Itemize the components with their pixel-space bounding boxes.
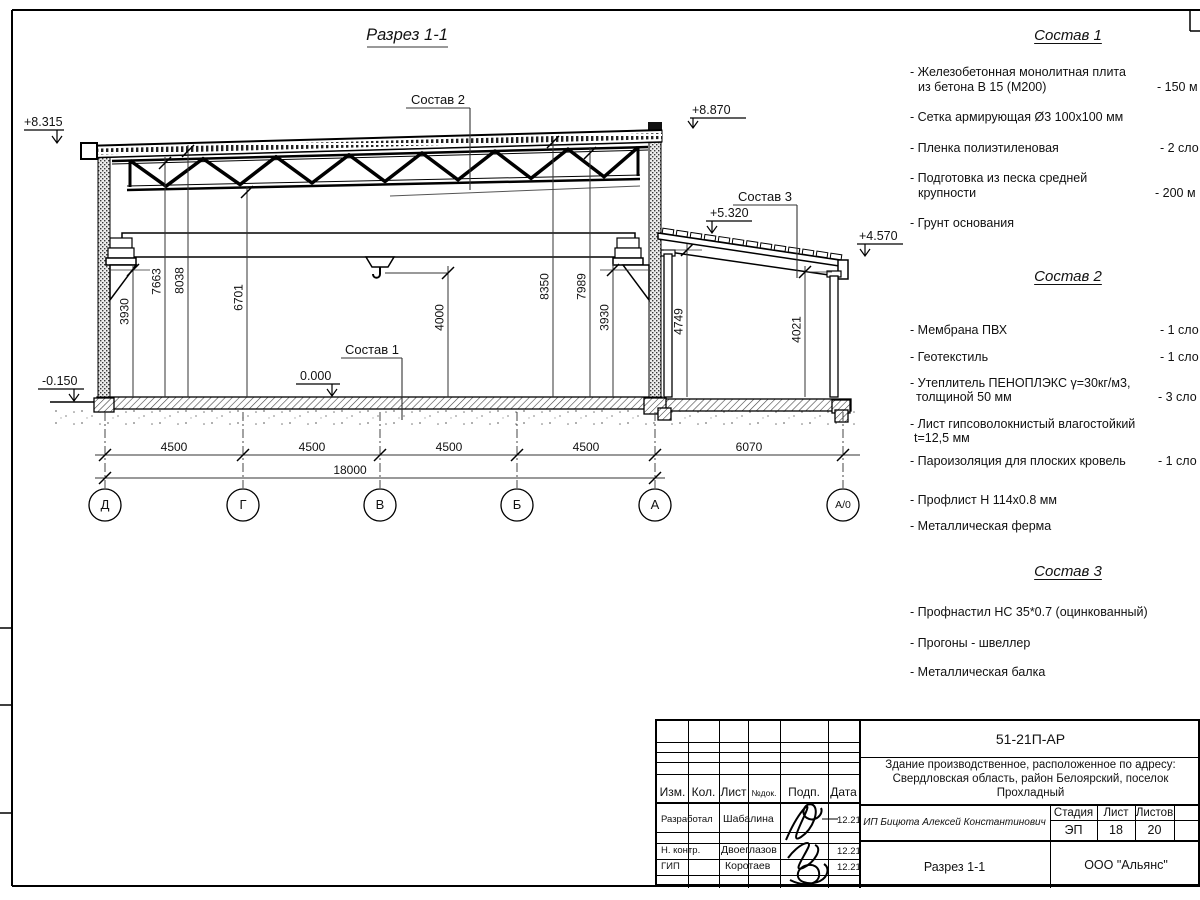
tb-doc-number: 51-21П-АР bbox=[995, 731, 1066, 747]
tb-company: ООО "Альянс" bbox=[1084, 858, 1168, 872]
composition-1-header: Состав 1 bbox=[1034, 27, 1102, 44]
dim-3930-left: 3930 bbox=[117, 298, 132, 325]
leader-sostav-1: Состав 1 bbox=[345, 342, 399, 357]
axis-v: В bbox=[375, 497, 385, 512]
tb-col-data: Дата bbox=[830, 785, 857, 799]
tb-desc-line1: Здание производственное, расположенное по адресу: bbox=[885, 759, 1176, 771]
crane-beam bbox=[122, 233, 635, 278]
dim-4500-2: 4500 bbox=[298, 440, 326, 454]
tb-sheet-label: Лист bbox=[1103, 807, 1129, 819]
tb-desc-line2: Свердловская область, район Белоярский, поселок bbox=[892, 773, 1169, 785]
leader-sostav-3: Состав 3 bbox=[738, 189, 792, 204]
tb-drawing-name: Разрез 1-1 bbox=[923, 860, 986, 874]
elevation-grade: -0.150 bbox=[42, 374, 78, 388]
tb-role-developer: Разработал bbox=[661, 814, 713, 825]
comp2-item1-value: - 1 сло bbox=[1160, 323, 1199, 337]
comp1-item1-line1: - Железобетонная монолитная плита bbox=[910, 65, 1126, 79]
comp1-item3-value: - 2 сло bbox=[1160, 141, 1199, 155]
axis-bubbles bbox=[89, 489, 859, 521]
tb-sheets-value: 20 bbox=[1147, 823, 1162, 837]
dim-7663: 7663 bbox=[149, 268, 164, 295]
dim-7989: 7989 bbox=[574, 273, 589, 300]
bottom-dimensions bbox=[89, 412, 860, 521]
leader-sostav-2: Состав 2 bbox=[411, 92, 465, 107]
comp2-item3-line2: толщиной 50 мм bbox=[916, 390, 1012, 404]
comp3-item3-line1: - Металлическая балка bbox=[910, 665, 1046, 679]
tb-col-kol: Кол. bbox=[691, 785, 716, 799]
tb-desc-line3: Прохладный bbox=[996, 787, 1065, 799]
comp3-item1-line1: - Профнастил НС 35*0.7 (оцинкованный) bbox=[910, 605, 1148, 619]
comp2-item5-line1: - Пароизоляция для плоских кровель bbox=[910, 454, 1126, 468]
dim-18000: 18000 bbox=[333, 463, 367, 477]
dim-6701: 6701 bbox=[231, 284, 246, 311]
tb-col-list: Лист bbox=[720, 785, 747, 799]
tb-sheet-value: 18 bbox=[1109, 823, 1123, 837]
dim-4749: 4749 bbox=[671, 308, 686, 335]
tb-date-developer: 12.21 bbox=[837, 815, 861, 826]
vertical-dimensions bbox=[110, 136, 832, 397]
comp2-item2-value: - 1 сло bbox=[1160, 350, 1199, 364]
comp1-item4-line1: - Подготовка из песка средней bbox=[910, 171, 1088, 185]
tb-col-podp: Подп. bbox=[788, 785, 820, 799]
comp1-item4-value: - 200 м bbox=[1155, 186, 1196, 200]
tb-date-ncontr: 12.21 bbox=[837, 846, 861, 857]
axis-g: Г bbox=[239, 497, 247, 512]
tb-name-developer: Шабалина bbox=[723, 813, 774, 825]
comp1-item3-line1: - Пленка полиэтиленовая bbox=[910, 141, 1059, 155]
elevation-annex-low: +4.570 bbox=[859, 229, 898, 243]
dim-4500-1: 4500 bbox=[160, 440, 188, 454]
tb-col-ndok: №док. bbox=[751, 788, 777, 798]
comp2-item2-line1: - Геотекстиль bbox=[910, 350, 989, 364]
composition-3-header: Состав 3 bbox=[1034, 563, 1102, 580]
dim-4021: 4021 bbox=[789, 316, 804, 343]
dim-8038: 8038 bbox=[172, 267, 187, 294]
comp2-item7-line1: - Металлическая ферма bbox=[910, 519, 1052, 533]
comp2-item3-value: - 3 сло bbox=[1158, 390, 1197, 404]
dim-4000: 4000 bbox=[432, 304, 447, 331]
tb-name-gip: Коротаев bbox=[725, 860, 771, 872]
tb-stage-label: Стадия bbox=[1053, 807, 1094, 819]
title-block bbox=[655, 719, 1200, 886]
composition-2-header: Состав 2 bbox=[1034, 268, 1102, 285]
comp2-item4-line1: - Лист гипсоволокнистый влагостойкий bbox=[910, 417, 1136, 431]
comp2-item3-line1: - Утеплитель ПЕНОПЛЭКС γ=30кг/м3, bbox=[910, 376, 1131, 390]
comp3-item2-line1: - Прогоны - швеллер bbox=[910, 636, 1031, 650]
tb-name-ncontr: Двоеглазов bbox=[721, 844, 777, 856]
crane-hook bbox=[373, 267, 380, 278]
elevation-roof-left: +8.315 bbox=[24, 115, 63, 129]
comp1-item1-line2: из бетона В 15 (М200) bbox=[918, 80, 1047, 94]
comp2-item1-line1: - Мембрана ПВХ bbox=[910, 323, 1008, 337]
dim-3930-right: 3930 bbox=[597, 304, 612, 331]
tb-stage-value: ЭП bbox=[1064, 823, 1083, 837]
tb-designer: ИП Бицюта Алексей Константинович bbox=[863, 817, 1046, 828]
dim-4500-4: 4500 bbox=[572, 440, 600, 454]
axis-d: Д bbox=[100, 497, 110, 512]
comp1-item4-line2: крупности bbox=[918, 186, 977, 200]
section-title: Разрез 1-1 bbox=[366, 26, 448, 44]
axis-b: Б bbox=[512, 497, 522, 512]
tb-date-gip: 12.21 bbox=[837, 862, 861, 873]
comp2-item5-value: - 1 сло bbox=[1158, 454, 1197, 468]
elevation-roof-right: +8.870 bbox=[692, 103, 731, 117]
tb-col-izm: Изм. bbox=[659, 785, 686, 799]
ground-and-floor bbox=[50, 397, 860, 425]
comp1-item5-line1: - Грунт основания bbox=[910, 216, 1015, 230]
tb-role-ncontr: Н. контр. bbox=[661, 845, 701, 856]
comp2-item6-line1: - Профлист Н 114х0.8 мм bbox=[910, 493, 1057, 507]
dim-6070: 6070 bbox=[735, 440, 763, 454]
elevation-annex-high: +5.320 bbox=[710, 206, 749, 220]
comp2-item4-line2: t=12,5 мм bbox=[914, 431, 970, 445]
comp1-item1-value: - 150 м bbox=[1157, 80, 1198, 94]
elevation-floor: 0.000 bbox=[300, 369, 332, 383]
axis-a0: А/0 bbox=[835, 499, 851, 511]
dim-8350: 8350 bbox=[537, 273, 552, 300]
tb-sheets-label: Листов bbox=[1135, 807, 1174, 819]
axis-a: А bbox=[650, 497, 660, 512]
dim-4500-3: 4500 bbox=[435, 440, 463, 454]
comp1-item2-line1: - Сетка армирующая Ø3 100х100 мм bbox=[910, 110, 1124, 124]
tb-role-gip: ГИП bbox=[661, 861, 680, 872]
